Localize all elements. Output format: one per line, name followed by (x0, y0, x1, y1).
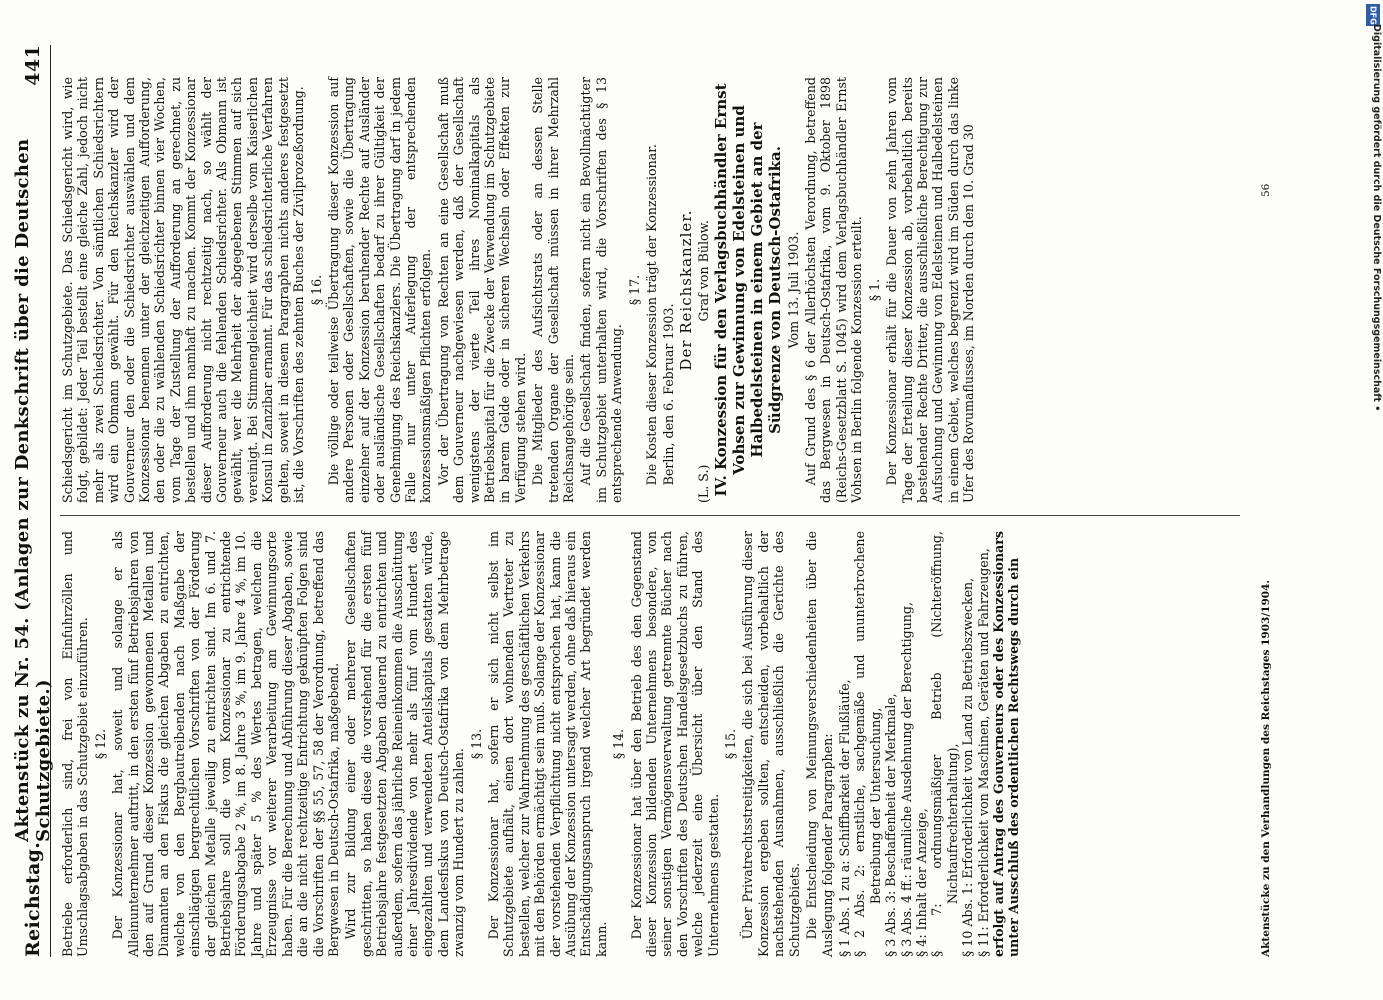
footer-sheet-number: 56 (1260, 183, 1272, 197)
page-header (12, 45, 54, 957)
section-heading-14: § 14. (611, 728, 627, 760)
rotated-page-content (12, 45, 1326, 957)
right-column (60, 77, 979, 503)
paragraph: Der Konzessionar hat, sofern er sich nicht selbst im Schutzgebiete aufhält, einen dort wohnenden Vertreter zu bestellen, welcher zur Wahrnehmung des geschäftlichen Verkehrs mit den Behörden ermächtigt sein muß. Solange der Konzessionar der vorstehenden Verpflichtung nicht entsprochen hat, kann die Ausübung der Konzession untersagt werden, ohne daß hieraus ein Entschädigungsanspruch irgend welcher Art begründet werden kann. (485, 531, 609, 957)
digitization-notice: Digitalisierung gefördert durch die Deutsche Forschungsgemeinschaft • (1371, 24, 1383, 412)
paragraph: Wird zur Bildung einer oder mehrerer Gesellschaften geschritten, so haben diese die vorstehend für die ersten fünf Betriebsjahre festgesetzten Abgaben dauernd zu entrichten und außerdem, sofern das jährliche Reineinkommen die Ausschüttung einer Jahresdividende von mehr als fünf vom Hundert des eingezahlten und verwendeten Anteilskapitals gestatten würde, dem Landesfiskus von Deutsch-Ostafrika von dem Mehrbetrage zwanzig vom Hundert zu zahlen. (343, 531, 467, 957)
column-divider (60, 515, 1240, 516)
list-item: § 3 Abs. 4 ff.: räumliche Ausdehnung der Berechtigung, (898, 602, 914, 957)
paragraph: Die völlige oder teilweise Übertragung dieser Konzession auf andere Personen oder Gesellschaften, sowie die Übertragung einzelner auf der Konzession beruhender Rechte auf Ausländer oder ausländische Gesellschaften bedarf zu ihrer Gültigkeit der Genehmigung des Reichskanzlers. Die Übertragung darf in jedem Falle nur unter Auferlegung der entsprechenden konzessionsmäßigen Pflichten erfolgen. (325, 77, 434, 503)
section-heading-15: § 15. (723, 728, 739, 760)
dfg-logo-icon: DFG (1366, 4, 1380, 26)
signature-title: Der Reichskanzler. (676, 209, 695, 371)
list-item: § 1 Abs. 1 zu a: Schiffbarkeit der Flußläufe, (836, 679, 852, 957)
seal-mark: (L. S.) (696, 464, 712, 503)
paragraph: Die Mitglieder des Aufsichtsrats oder an dessen Stelle tretenden Organe der Gesellschaft müssen in ihrer Mehrzahl Reichsangehörige sein. (530, 77, 576, 503)
paragraph: Der Konzessionar hat über den Betrieb des den Gegenstand dieser Konzession bildenden Unternehmens besondere, von seiner sonstigen Vermögensverwaltung getrennte Bücher nach den Vorschriften des Deutschen Handelsgesetzbuchs zu führen, welche jederzeit eine Übersicht über den Stand des Unternehmens gestatten. (628, 531, 721, 957)
paragraph: Auf Grund des § 6 der Allerhöchsten Verordnung, betreffend das Bergwesen in Deutsch-Ostafrika, vom 9. Oktober 1898 (Reichs-Gesetzblatt S. 1045) wird dem Verlagsbuchhändler Ernst Vohsen in Berlin folgende Konzession erteilt. (803, 77, 865, 503)
signature-line (696, 77, 711, 503)
header-left: Reichstag. (22, 841, 44, 957)
paragraph: Vor der Übertragung von Rechten an eine Gesellschaft muß dem Gouverneur nachgewiesen werden, daß der Gesellschaft wenigstens der vierte Teil ihres Nominalkapitals als Betriebskapital für die Zwecke der Verwendung im Schutzgebiete in barem Gelde oder in sicheren Wechseln oder Effekten zur Verfügung stehen wird. (435, 77, 528, 503)
date-line: Berlin, den 6. Februar 1903. (661, 303, 677, 486)
paragraph: Betriebe erforderlich sind, frei von Einfuhrzöllen und Umschlagsabgaben in das Schutzgebiet einzuführen. (60, 531, 91, 957)
section-heading-12: § 12. (92, 728, 108, 760)
document-heading-iv: IV. Konzession für den Verlagsbuchhändler Ernst Vohsen zur Gewinnung von Edelsteinen und Halbedelsteinen in einem Gebiet an der Südgrenze von Deutsch-Ostafrika. (711, 83, 784, 497)
paragraph: Die Kosten dieser Konzession trägt der Konzessionar. (644, 144, 660, 486)
list-item: § 10 Abs. 1: Erforderlichkeit von Land zu Betriebszwecken, (960, 577, 976, 957)
paragraph-list (837, 531, 991, 957)
paragraph: Die Entscheidung von Meinungsverschiedenheiten über die Auslegung folgender Paragraphen: (804, 531, 835, 957)
paragraph: Schiedsgericht im Schutzgebiete. Das Schiedsgericht wird, wie folgt, gebildet: Jeder Teil bestellt eine gleiche Zahl, jedoch nicht mehr als zwei Schiedsrichter. Von sämtlichen Schiedsrichtern wird ein Obmann gewählt. Für den Reichskanzler wird der Gouverneur den oder die Schiedsrichter auswählen und dem Konzessionar benennen unter der gleichzeitigen Aufforderung, den oder die zu wählenden Schiedsrichter binnen vier Wochen, vom Tage der Zustellung der Aufforderung an gerechnet, zu bestellen und ihm namhaft zu machen. Kommt der Konzessionar dieser Aufforderung nicht rechtzeitig nach, so wählt der Gouverneur auch die fehlenden Schiedsrichter. Als Obmann ist gewählt, wer die Mehrheit der abgegebenen Stimmen auf sich vereinigt. Bei Stimmengleichheit wird derselbe vom Kaiserlichen Konsul in Zanzibar ernannt. Für das schiedsrichterliche Verfahren gelten, soweit in diesem Paragraphen nichts anderes festgesetzt ist, die Vorschriften des zehnten Buches der Zivilprozeßordnung. (60, 77, 307, 503)
header-title: Aktenstück zu Nr. 54. (Anlagen zur Denkschrift über die Deutschen Schutzgebiete.) (12, 138, 54, 842)
list-item: § 7: ordnungsmäßiger Betrieb (Nichteröffnung, Nichtaufrechterhaltung), (929, 531, 960, 957)
paragraph: Über Privatrechtsstreitigkeiten, die sich bei Ausführung dieser Konzession ergeben sollten, entscheiden, vorbehaltlich der nachstehenden Ausnahmen, ausschließlich die Gerichte des Schutzgebiets. (740, 531, 802, 957)
section-heading-17: § 17. (626, 274, 642, 306)
list-item: § 11: Erforderlichkeit von Maschinen, Geräten und Fahrzeugen, (975, 548, 991, 957)
page-number: 441 (22, 45, 44, 86)
list-item: § 4: Inhalt der Anzeige, (913, 808, 929, 957)
paragraph: erfolgt auf Antrag des Gouverneurs oder des Konzessionars unter Ausschluß des ordentlichen Rechtswegs durch ein (990, 531, 1022, 957)
paragraph: Der Konzessionar erhält für die Dauer von zehn Jahren vom Tage der Erteilung dieser Konzession ab, vorbehaltlich bereits bestehender Rechte Dritter, die ausschließliche Berechtigung zur Aufsuchung und Gewinnung von Edelsteinen und Halbedelsteinen in einem Gebiet, welches begrenzt wird im Süden durch das linke Ufer des Rovumaflusses, im Norden durch den 10. Grad 30 (884, 77, 977, 503)
footer-source: Aktenstücke zu den Verhandlungen des Reichstages 1903/1904. (1260, 579, 1272, 957)
left-column (60, 531, 1024, 957)
paragraph: Der Konzessionar hat, soweit und solange er als Alleinunternehmer auftritt, in den ersten fünf Betriebsjahren von den auf Grund dieser Konzession gewonnenen Metallen und Diamanten an den Fiskus die gleichen Abgaben zu entrichten, welche von den Bergbautreibenden nach Maßgabe der einschlägigen bergrechtlichen Vorschriften von der Förderung der gleichen Metalle jeweilig zu entrichten sind. Im 6. und 7. Betriebsjahre soll die vom Konzessionar zu entrichtende Förderungsabgabe 2 %, im 8. Jahre 3 %, im 9. Jahre 4 %, im 10. Jahre und später 5 % des Wertes betragen, welchen die Erzeugnisse vor weiterer Verarbeitung am Gewinnungsorte haben. Für die Berechnung und Abführung dieser Abgaben, sowie die an die nicht rechtzeitige Entrichtung geknüpften Folgen sind die Vorschriften der §§ 55, 57, 58 der Verordnung, betreffend das Bergwesen in Deutsch-Ostafrika, maßgebend. (110, 531, 341, 957)
section-heading-16: § 16. (308, 274, 324, 306)
heading-date: Vom 13. Juli 1903. (785, 231, 801, 349)
signer-name: Graf von Bülow. (696, 220, 712, 322)
list-item: § 2 Abs. 2: ernstliche, sachgemäße und ununterbrochene Betreibung der Untersuchung, (852, 531, 883, 957)
list-item: § 3 Abs. 3: Beschaffenheit der Merkmale, (883, 693, 899, 957)
section-heading-1: § 1. (866, 278, 882, 302)
paragraph: Auf die Gesellschaft finden, sofern nicht ein Bevollmächtigter im Schutzgebiet unterhalten wird, die Vorschriften des § 13 entsprechende Anwendung. (578, 77, 625, 503)
section-heading-13: § 13. (468, 728, 484, 760)
